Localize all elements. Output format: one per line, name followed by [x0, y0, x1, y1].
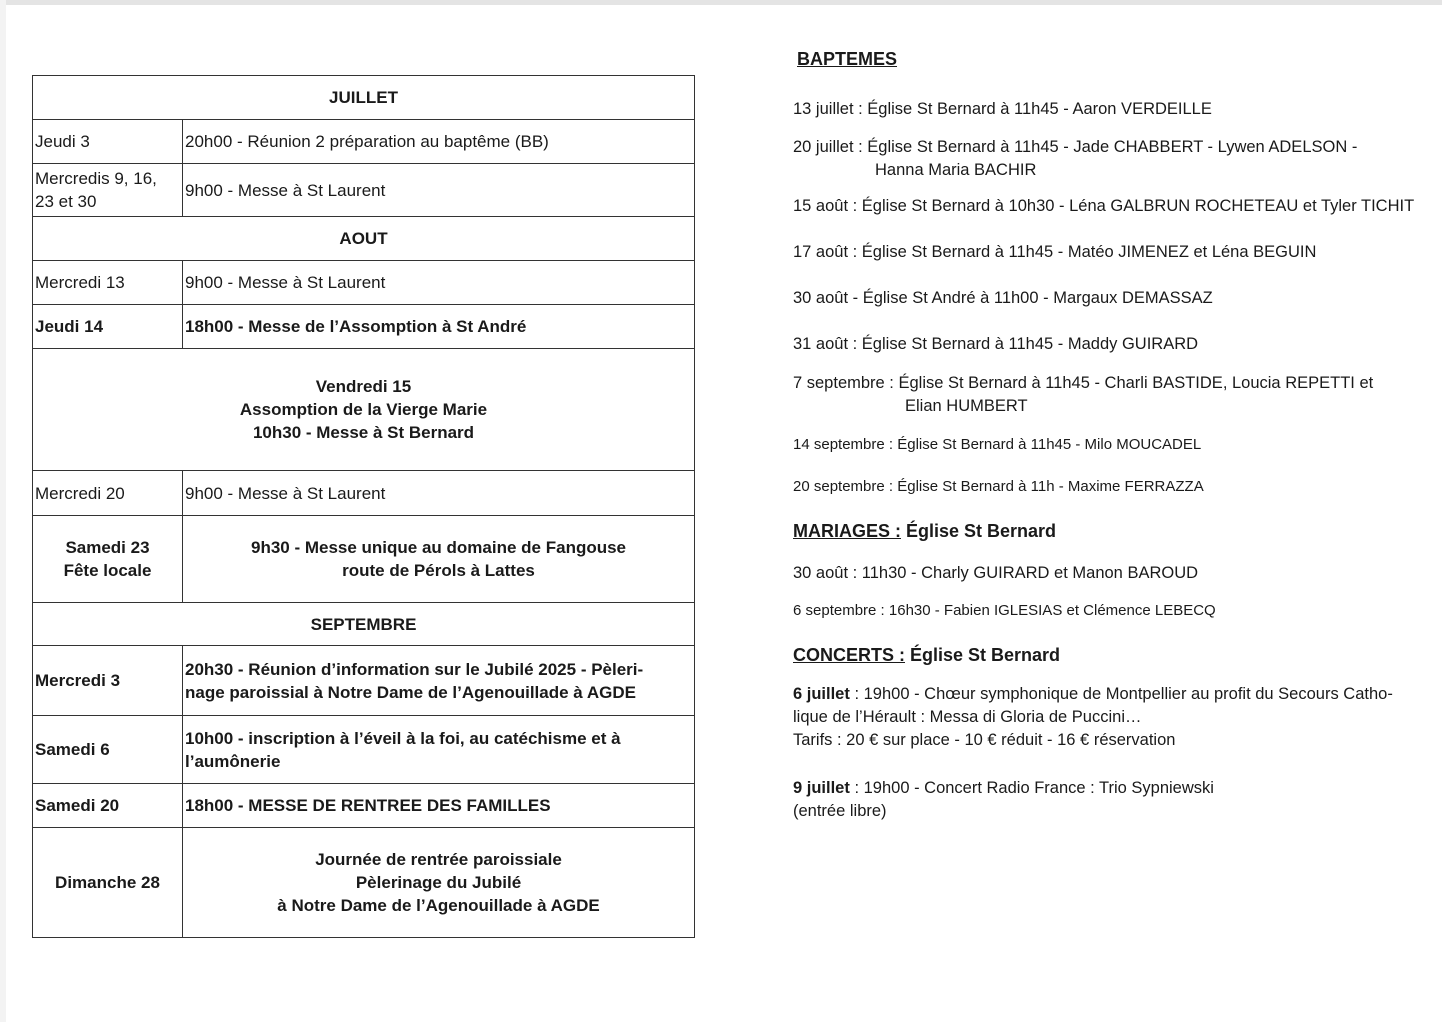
bapteme-item: 7 septembre : Église St Bernard à 11h45 - Charli BASTIDE, Loucia REPETTI et	[793, 374, 1374, 392]
concert-item	[793, 777, 1214, 800]
final-line: à Notre Dame de l’Agenouillade à AGDE	[277, 896, 600, 915]
mariage-item: 30 août : 11h30 - Charly GUIRARD et Manon BAROUD	[793, 564, 1199, 582]
day-cell: Jeudi 3	[33, 120, 183, 164]
month-aout: AOUT	[33, 217, 695, 261]
month-juillet: JUILLET	[33, 76, 695, 120]
fete-day-line: Fête locale	[63, 561, 152, 580]
month-header-row	[33, 603, 695, 646]
event-line: 10h00 - inscription à l’éveil à la foi, au catéchisme et à	[185, 728, 621, 748]
mariages-title: MARIAGES :	[793, 521, 901, 541]
event-cell: 9h00 - Messe à St Laurent	[183, 261, 695, 305]
fete-row	[33, 516, 695, 603]
mariages-heading	[793, 520, 1056, 543]
event-line: 20h30 - Réunion d’information sur le Jubilé 2025 - Pèleri-	[185, 659, 644, 679]
day-cell: Mercredi 13	[33, 261, 183, 305]
concert-date: 6 juillet	[793, 685, 850, 703]
event-cell	[183, 646, 695, 716]
concert-date: 9 juillet	[793, 779, 850, 797]
highlight-line: 10h30 - Messe à St Bernard	[252, 423, 475, 442]
day-cell: Mercredis 9, 16, 23 et 30	[33, 164, 183, 217]
event-cell: 18h00 - MESSE DE RENTREE DES FAMILLES	[183, 784, 695, 828]
bapteme-item-cont: Elian HUMBERT	[905, 397, 1028, 415]
day-cell: Mercredi 20	[33, 471, 183, 516]
month-header-row	[33, 76, 695, 120]
fete-event-cell	[183, 516, 695, 603]
table-row	[33, 164, 695, 217]
concert-item-cont: lique de l’Hérault : Messa di Gloria de Puccini…	[793, 708, 1142, 726]
bapteme-item: 15 août : Église St Bernard à 10h30 - Léna GALBRUN ROCHETEAU et Tyler TICHIT	[793, 197, 1415, 215]
table-row	[33, 471, 695, 516]
highlight-line: Assomption de la Vierge Marie	[239, 400, 488, 419]
concert-item-cont: (entrée libre)	[793, 802, 887, 820]
highlight-row	[33, 349, 695, 471]
day-cell: Jeudi 14	[33, 305, 183, 349]
event-cell	[183, 716, 695, 784]
top-edge	[0, 0, 1442, 5]
mariage-item: 6 septembre : 16h30 - Fabien IGLESIAS et Clémence LEBECQ	[793, 602, 1216, 619]
table-row	[33, 716, 695, 784]
fete-day-cell	[33, 516, 183, 603]
final-line: Pèlerinage du Jubilé	[355, 873, 522, 892]
table-row	[33, 120, 695, 164]
event-cell: 9h00 - Messe à St Laurent	[183, 471, 695, 516]
concert-item	[793, 683, 1393, 706]
bapteme-item: 30 août - Église St André à 11h00 - Margaux DEMASSAZ	[793, 289, 1213, 307]
event-cell: 18h00 - Messe de l’Assomption à St André	[183, 305, 695, 349]
concert-text: : 19h00 - Chœur symphonique de Montpellier au profit du Secours Catho-	[849, 685, 1393, 703]
event-cell: 20h00 - Réunion 2 préparation au baptême (BB)	[183, 120, 695, 164]
bapteme-item-cont: Hanna Maria BACHIR	[875, 161, 1037, 179]
day-cell: Samedi 6	[33, 716, 183, 784]
table-row	[33, 784, 695, 828]
bapteme-item: 14 septembre : Église St Bernard à 11h45 - Milo MOUCADEL	[793, 436, 1202, 453]
bapteme-item: 20 juillet : Église St Bernard à 11h45 - Jade CHABBERT - Lywen ADELSON -	[793, 138, 1358, 156]
assomption-cell	[33, 349, 695, 471]
concerts-heading	[793, 644, 1060, 667]
final-event-cell	[183, 828, 695, 938]
baptemes-title: BAPTEMES	[797, 49, 898, 69]
event-cell: 9h00 - Messe à St Laurent	[183, 164, 695, 217]
day-cell: Mercredi 3	[33, 646, 183, 716]
bapteme-item: 17 août : Église St Bernard à 11h45 - Matéo JIMENEZ et Léna BEGUIN	[793, 243, 1317, 261]
concert-item-cont: Tarifs : 20 € sur place - 10 € réduit - 16 € réservation	[793, 731, 1176, 749]
fete-day-line: Samedi 23	[65, 538, 150, 557]
table-row	[33, 646, 695, 716]
schedule-table	[32, 75, 695, 938]
left-edge	[0, 0, 6, 1022]
event-line: l’aumônerie	[185, 751, 281, 771]
fete-event-line: route de Pérols à Lattes	[342, 561, 535, 580]
table-row	[33, 261, 695, 305]
final-day-cell: Dimanche 28	[33, 828, 183, 938]
concerts-place: Église St Bernard	[905, 645, 1061, 665]
final-row	[33, 828, 695, 938]
bapteme-item: 31 août : Église St Bernard à 11h45 - Maddy GUIRARD	[793, 335, 1199, 353]
table-row	[33, 305, 695, 349]
month-header-row	[33, 217, 695, 261]
concerts-title: CONCERTS :	[793, 645, 905, 665]
event-line: nage paroissial à Notre Dame de l’Agenouillade à AGDE	[185, 682, 636, 702]
mariages-place: Église St Bernard	[901, 521, 1057, 541]
day-cell: Samedi 20	[33, 784, 183, 828]
fete-event-line: 9h30 - Messe unique au domaine de Fangouse	[250, 538, 627, 557]
bapteme-item: 13 juillet : Église St Bernard à 11h45 - Aaron VERDEILLE	[793, 100, 1212, 118]
final-line: Journée de rentrée paroissiale	[315, 850, 562, 869]
concert-text: : 19h00 - Concert Radio France : Trio Sypniewski	[849, 779, 1214, 797]
bapteme-item: 20 septembre : Église St Bernard à 11h - Maxime FERRAZZA	[793, 478, 1204, 495]
month-septembre: SEPTEMBRE	[33, 603, 695, 646]
highlight-line: Vendredi 15	[315, 377, 412, 396]
